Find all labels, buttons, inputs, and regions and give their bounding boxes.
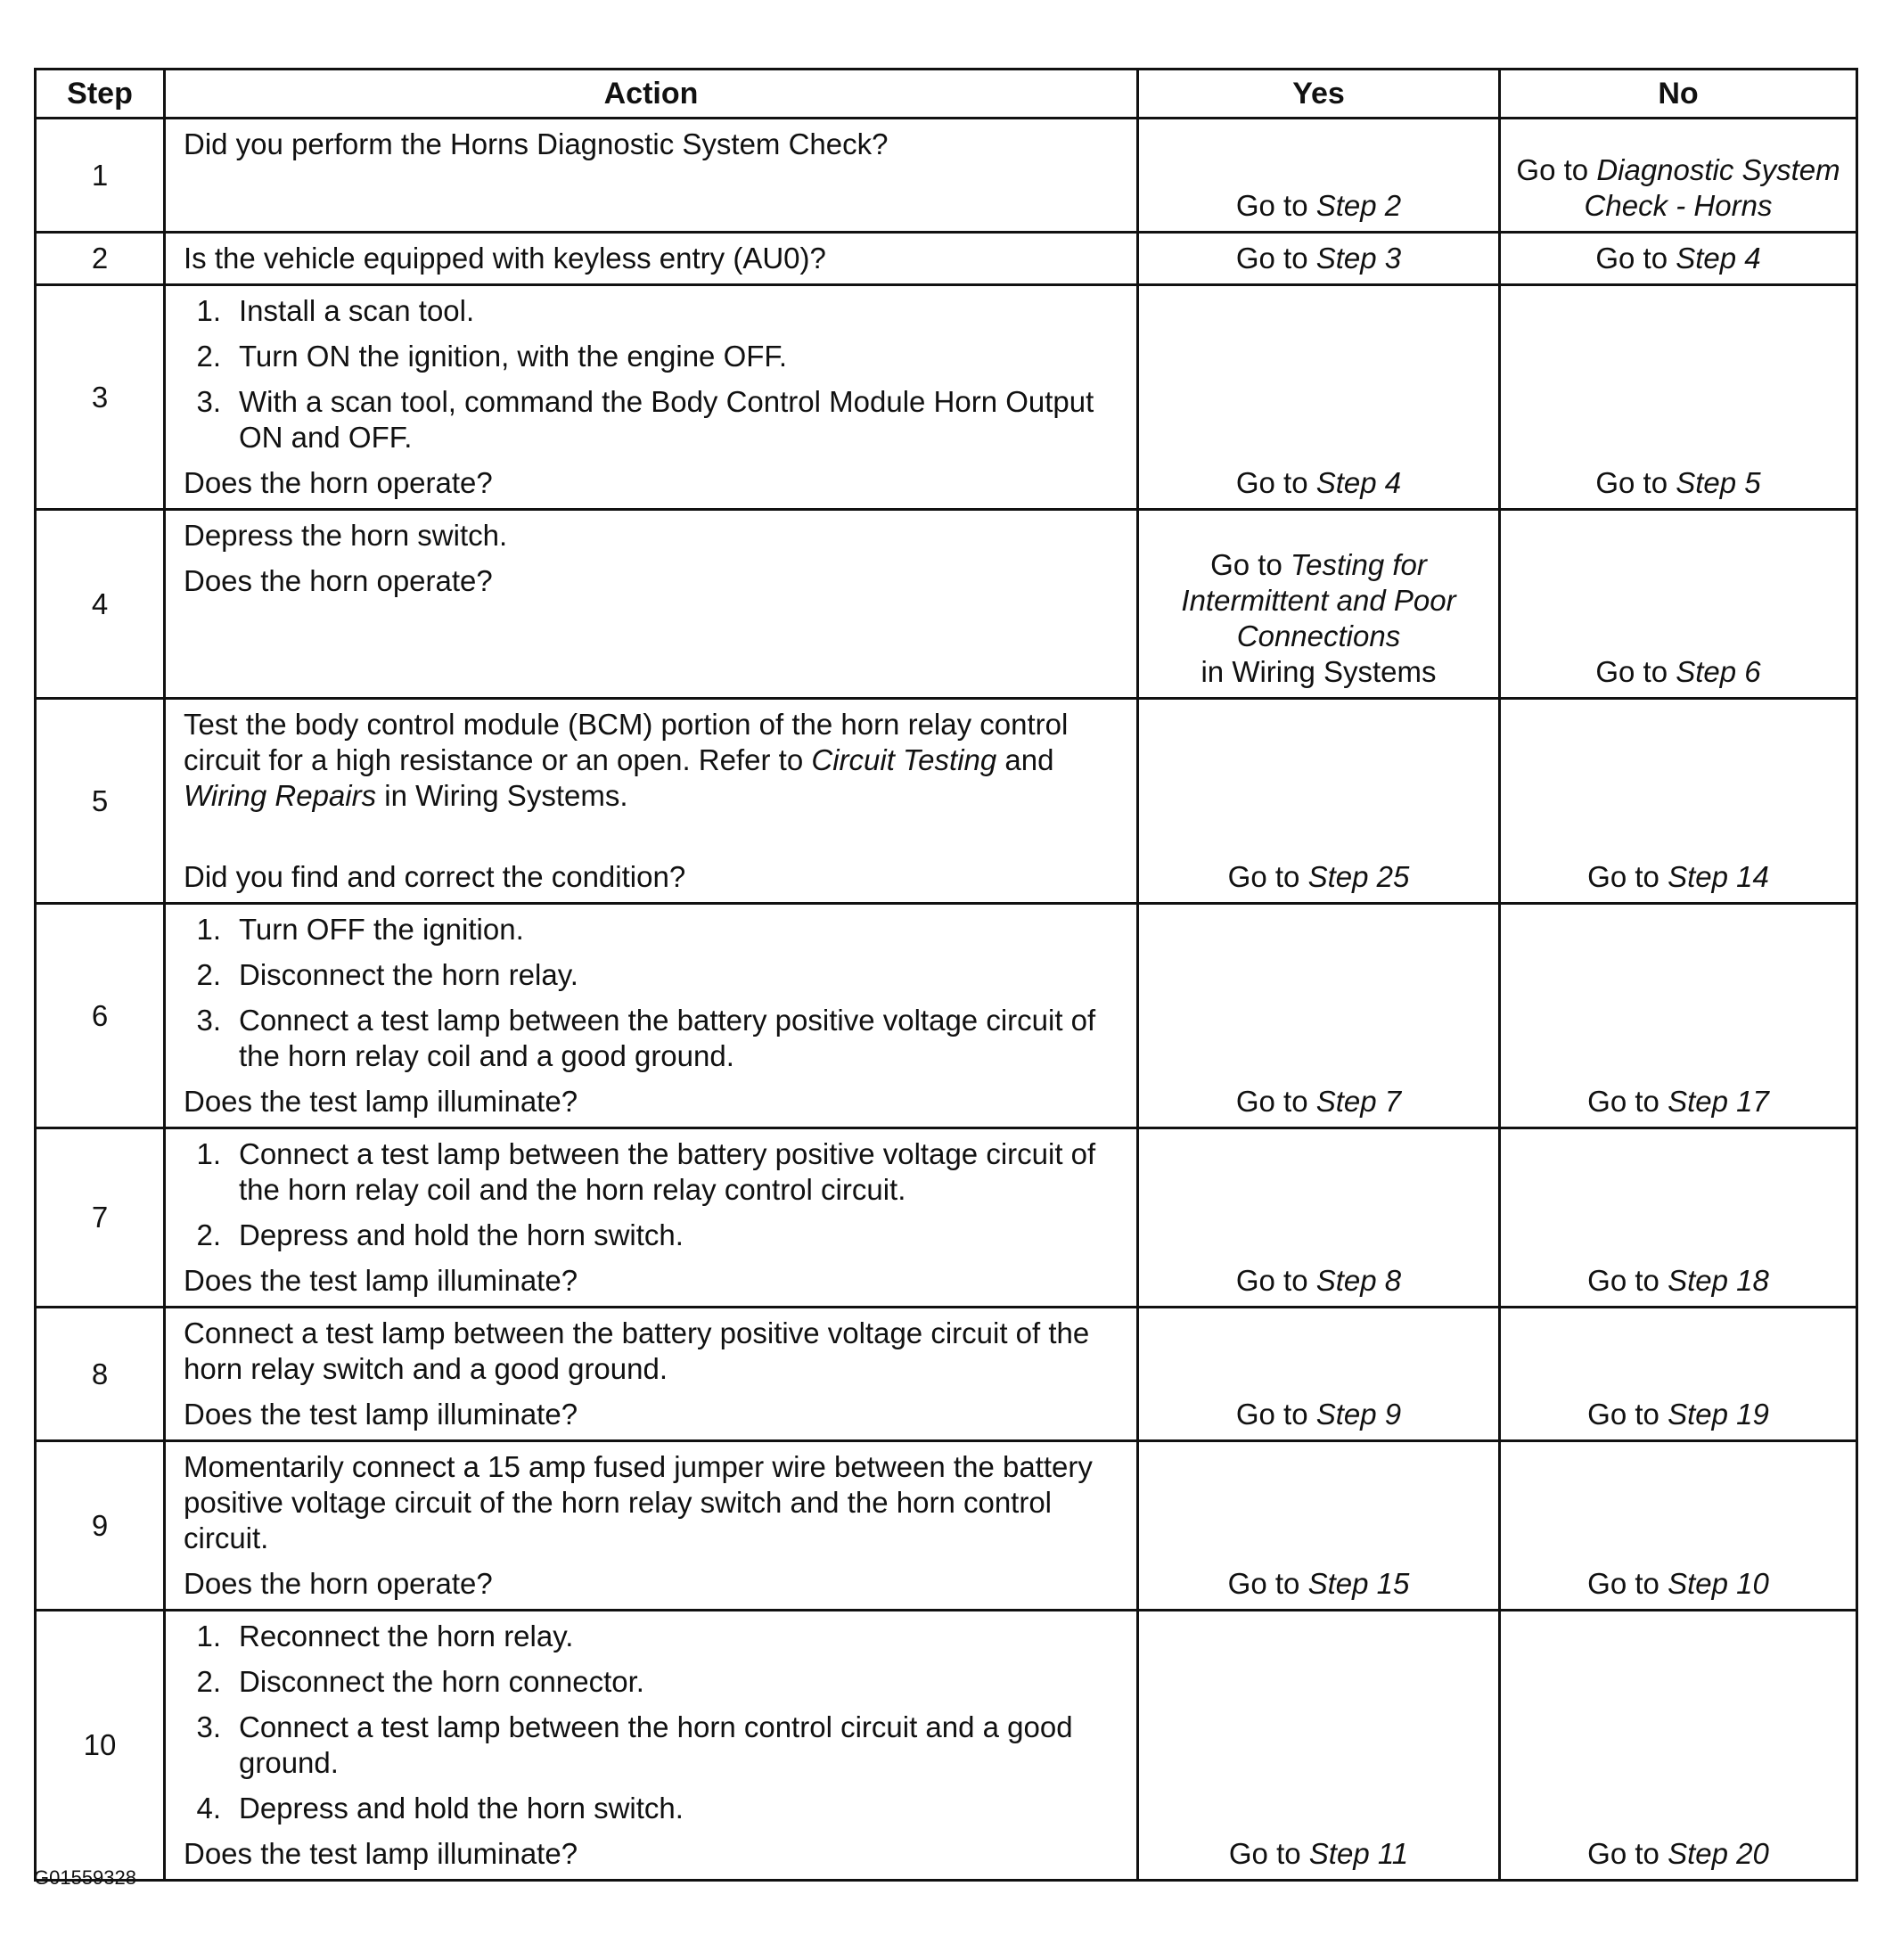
procedure-step-text: Connect a test lamp between the battery positive voltage circuit of the horn relay coil and the horn relay control circuit. (239, 1137, 1096, 1206)
no-cell-prefix: Go to (1587, 860, 1668, 893)
table-row (36, 699, 1857, 904)
question-text: Does the horn operate? (184, 564, 493, 597)
figure-id: G01559328 (34, 1866, 136, 1889)
table-row (36, 904, 1857, 1128)
no-cell (1500, 1128, 1857, 1308)
no-cell-prefix: Go to (1587, 1398, 1668, 1431)
procedure-step-number: 2. (196, 1665, 221, 1698)
procedure-step-text: With a scan tool, command the Body Control Module Horn Output ON and OFF. (239, 385, 1094, 454)
instruction-fragment: and (996, 743, 1054, 776)
procedure-list (184, 1619, 1127, 1826)
procedure-step (184, 1710, 1127, 1781)
instruction-fragment: in Wiring Systems. (376, 779, 628, 812)
procedure-list (184, 293, 1127, 455)
procedure-step-number: 2. (196, 1218, 221, 1251)
no-cell-prefix: Go to (1587, 1567, 1668, 1600)
no-cell (1500, 285, 1857, 510)
yes-cell (1138, 1128, 1500, 1308)
step-number: 8 (36, 1308, 165, 1441)
procedure-step (184, 339, 1127, 374)
step-number: 5 (36, 699, 165, 904)
step-number: 9 (36, 1441, 165, 1611)
question-text: Does the test lamp illuminate? (184, 1398, 578, 1431)
no-cell (1500, 119, 1857, 233)
table-row (36, 1308, 1857, 1441)
yes-cell (1138, 233, 1500, 285)
yes-cell (1138, 510, 1500, 699)
no-cell (1500, 1611, 1857, 1881)
procedure-step-text: Connect a test lamp between the battery positive voltage circuit of the horn relay coil and a good ground. (239, 1004, 1096, 1072)
instruction-text (184, 707, 1127, 814)
yes-cell-target: Step 2 (1315, 189, 1402, 222)
procedure-step-number: 3. (196, 1710, 221, 1743)
procedure-step (184, 384, 1127, 455)
procedure-step (184, 1619, 1127, 1654)
no-cell-target: Step 19 (1668, 1398, 1769, 1431)
no-cell (1500, 1441, 1857, 1611)
no-cell (1500, 233, 1857, 285)
yes-cell-target: Step 25 (1307, 860, 1410, 893)
table-row (36, 233, 1857, 285)
procedure-step (184, 1791, 1127, 1826)
yes-cell (1138, 285, 1500, 510)
table-row (36, 119, 1857, 233)
table-row (36, 510, 1857, 699)
no-cell-target: Step 6 (1676, 655, 1761, 688)
step-number: 2 (36, 233, 165, 285)
procedure-step-text: Reconnect the horn relay. (239, 1620, 574, 1652)
procedure-step-number: 2. (196, 340, 221, 373)
procedure-step-number: 3. (196, 385, 221, 418)
action-cell (165, 1611, 1138, 1881)
table-row (36, 1441, 1857, 1611)
question-text: Does the test lamp illuminate? (184, 1264, 578, 1297)
question-text: Is the vehicle equipped with keyless entry (AU0)? (184, 242, 826, 275)
yes-cell (1138, 904, 1500, 1128)
instruction-text: Connect a test lamp between the battery positive voltage circuit of the horn relay switch and a good ground. (184, 1316, 1090, 1385)
procedure-step-number: 1. (196, 294, 221, 327)
reference-link-text: Circuit Testing (811, 743, 997, 776)
procedure-list (184, 912, 1127, 1074)
step-number: 10 (36, 1611, 165, 1881)
yes-cell (1138, 1611, 1500, 1881)
question-text: Did you perform the Horns Diagnostic System Check? (184, 127, 889, 160)
procedure-step-number: 1. (196, 1137, 221, 1170)
yes-cell-prefix: Go to (1228, 1837, 1309, 1870)
instruction-fragment: Test the body control module (BCM) portion of the horn relay control circuit for a high resistance or an open. Refer to (184, 708, 1069, 776)
table-row (36, 1611, 1857, 1881)
no-cell-target: Step 14 (1668, 860, 1769, 893)
procedure-step-text: Turn OFF the ignition. (239, 913, 524, 946)
step-number: 4 (36, 510, 165, 699)
no-cell (1500, 904, 1857, 1128)
yes-cell-prefix: Go to (1235, 466, 1316, 499)
procedure-list (184, 1136, 1127, 1253)
yes-cell-target: Step 4 (1315, 466, 1402, 499)
procedure-step-text: Install a scan tool. (239, 294, 475, 327)
procedure-step-number: 2. (196, 958, 221, 991)
procedure-step (184, 957, 1127, 993)
procedure-step-text: Disconnect the horn connector. (239, 1665, 644, 1698)
no-cell-target: Step 4 (1676, 242, 1761, 275)
action-cell (165, 1308, 1138, 1441)
question-text: Did you find and correct the condition? (184, 860, 686, 893)
yes-cell-suffix: in Wiring Systems (1201, 655, 1437, 688)
action-cell (165, 904, 1138, 1128)
yes-cell-target: Step 8 (1315, 1264, 1402, 1297)
action-cell (165, 510, 1138, 699)
no-cell (1500, 699, 1857, 904)
no-cell-target: Step 10 (1668, 1567, 1769, 1600)
action-cell (165, 699, 1138, 904)
action-cell (165, 119, 1138, 233)
yes-cell-prefix: Go to (1235, 1085, 1316, 1118)
no-cell-target: Step 5 (1676, 466, 1761, 499)
procedure-step-text: Turn ON the ignition, with the engine OFF. (239, 340, 788, 373)
procedure-step-text: Depress and hold the horn switch. (239, 1792, 684, 1825)
procedure-step (184, 293, 1127, 329)
no-cell-prefix: Go to (1595, 655, 1676, 688)
yes-cell-prefix: Go to (1235, 1398, 1316, 1431)
step-number: 7 (36, 1128, 165, 1308)
question-text: Does the horn operate? (184, 466, 493, 499)
yes-cell (1138, 699, 1500, 904)
procedure-step-number: 1. (196, 913, 221, 946)
action-cell (165, 285, 1138, 510)
instruction-text: Depress the horn switch. (184, 519, 508, 552)
yes-cell-prefix: Go to (1210, 548, 1291, 581)
no-cell-target: Step 17 (1668, 1085, 1769, 1118)
yes-cell-prefix: Go to (1227, 860, 1308, 893)
no-cell-prefix: Go to (1587, 1837, 1668, 1870)
procedure-step-number: 1. (196, 1620, 221, 1652)
spacer (184, 824, 1127, 859)
yes-cell-prefix: Go to (1235, 1264, 1316, 1297)
procedure-step (184, 1664, 1127, 1700)
header-action: Action (165, 70, 1138, 119)
procedure-step-text: Disconnect the horn relay. (239, 958, 578, 991)
no-cell (1500, 1308, 1857, 1441)
question-text: Does the test lamp illuminate? (184, 1085, 578, 1118)
no-cell-prefix: Go to (1587, 1264, 1668, 1297)
yes-cell-target: Step 7 (1315, 1085, 1402, 1118)
step-number: 1 (36, 119, 165, 233)
yes-cell-prefix: Go to (1227, 1567, 1308, 1600)
step-number: 3 (36, 285, 165, 510)
yes-cell-target: Step 9 (1315, 1398, 1402, 1431)
action-cell (165, 233, 1138, 285)
no-cell-target: Step 20 (1668, 1837, 1769, 1870)
instruction-text: Momentarily connect a 15 amp fused jumper wire between the battery positive voltage circuit of the horn relay switch and the horn control circuit. (184, 1450, 1093, 1554)
header-row (36, 70, 1857, 119)
header-no: No (1500, 70, 1857, 119)
yes-cell-prefix: Go to (1235, 189, 1316, 222)
header-step: Step (36, 70, 165, 119)
yes-cell (1138, 119, 1500, 233)
no-cell-target: Diagnostic System Check - Horns (1584, 153, 1840, 222)
no-cell (1500, 510, 1857, 699)
action-cell (165, 1441, 1138, 1611)
yes-cell (1138, 1308, 1500, 1441)
yes-cell-target: Step 3 (1315, 242, 1402, 275)
table-body (36, 119, 1857, 1881)
yes-cell-target: Testing for Intermittent and Poor Connections (1181, 548, 1456, 652)
no-cell-prefix: Go to (1516, 153, 1597, 186)
step-number: 6 (36, 904, 165, 1128)
procedure-step-text: Depress and hold the horn switch. (239, 1218, 684, 1251)
reference-link-text: Wiring Repairs (184, 779, 377, 812)
no-cell-prefix: Go to (1595, 242, 1676, 275)
table-row (36, 1128, 1857, 1308)
no-cell-prefix: Go to (1595, 466, 1676, 499)
yes-cell-target: Step 11 (1308, 1837, 1409, 1870)
diagnostic-table (34, 68, 1858, 1882)
procedure-step (184, 912, 1127, 947)
header-yes: Yes (1138, 70, 1500, 119)
yes-cell-target: Step 15 (1307, 1567, 1410, 1600)
question-text: Does the test lamp illuminate? (184, 1837, 578, 1870)
no-cell-prefix: Go to (1587, 1085, 1668, 1118)
no-cell-target: Step 18 (1668, 1264, 1769, 1297)
question-text: Does the horn operate? (184, 1567, 493, 1600)
procedure-step-number: 3. (196, 1004, 221, 1037)
procedure-step-number: 4. (196, 1792, 221, 1825)
yes-cell-prefix: Go to (1235, 242, 1316, 275)
table-row (36, 285, 1857, 510)
procedure-step (184, 1218, 1127, 1253)
action-cell (165, 1128, 1138, 1308)
procedure-step-text: Connect a test lamp between the horn control circuit and a good ground. (239, 1710, 1073, 1779)
yes-cell (1138, 1441, 1500, 1611)
procedure-step (184, 1136, 1127, 1208)
procedure-step (184, 1003, 1127, 1074)
